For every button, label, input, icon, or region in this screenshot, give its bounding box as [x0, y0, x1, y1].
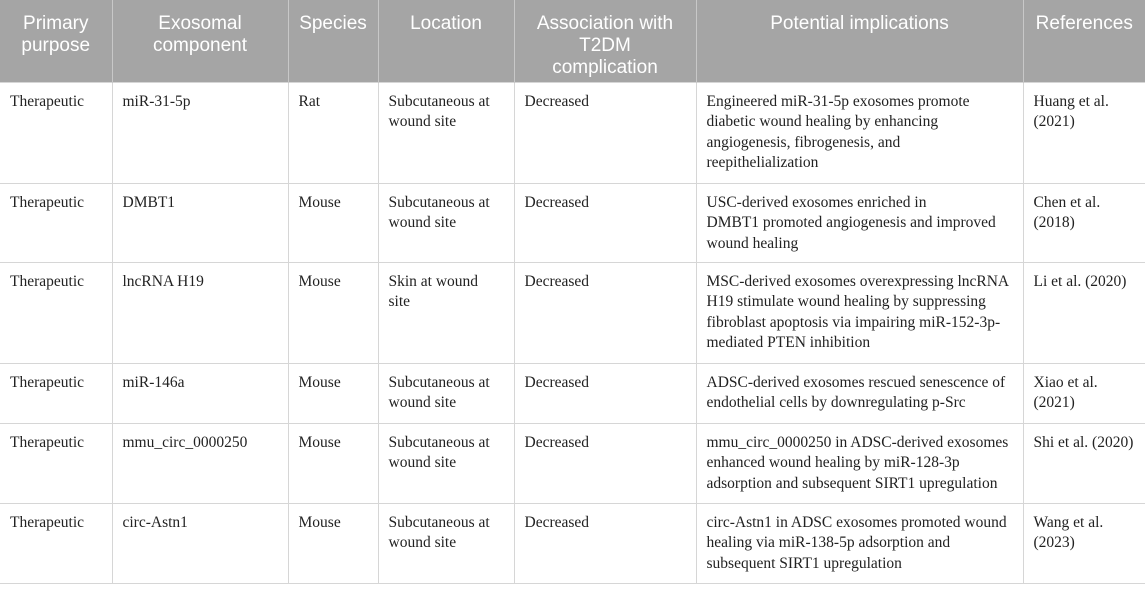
cell-text-line: Shi et al. (2020) [1033, 433, 1134, 451]
cell-text-line: Species [299, 13, 367, 34]
cell-references [1023, 503, 1145, 583]
cell-species [288, 183, 378, 262]
cell-text-line: circ-Astn1 in ADSC exosomes promoted wound [706, 513, 1007, 531]
cell-text-line: purpose [21, 35, 91, 56]
cell-text-line: (2021) [1033, 113, 1075, 130]
cell-species [288, 423, 378, 503]
cell-text-line: wound site [388, 454, 457, 471]
cell-association [514, 262, 696, 363]
cell-text-line: Potential implications [770, 13, 949, 34]
cell-text-line: Subcutaneous at [388, 193, 490, 211]
cell-text-line: Therapeutic [10, 92, 85, 110]
cell-text-line: Decreased [524, 92, 590, 110]
cell-association [514, 423, 696, 503]
cell-text-line: ADSC-derived exosomes rescued senescence of [706, 373, 1006, 391]
cell-text-line: Wang et al. [1033, 513, 1104, 531]
cell-text-line: Therapeutic [10, 513, 85, 531]
cell-text-line: component [152, 35, 247, 56]
table-row [0, 363, 1145, 423]
cell-exosomal-component [112, 423, 288, 503]
table-row [0, 262, 1145, 363]
cell-text-line: miR-146a [122, 373, 185, 391]
cell-text-line: Skin at wound [388, 272, 479, 290]
cell-potential-implications [696, 262, 1023, 363]
cell-text-line: DMBT1 [122, 193, 176, 211]
cell-text-line: mmu_circ_0000250 [122, 433, 248, 451]
cell-text-line: Primary [23, 13, 89, 34]
cell-location [378, 503, 514, 583]
cell-text-line: Mouse [298, 193, 341, 211]
cell-text-line: Mouse [298, 513, 341, 531]
cell-text-line: Location [410, 13, 482, 34]
cell-references [1023, 82, 1145, 183]
cell-text-line: wound site [388, 113, 457, 130]
cell-text-line: mediated PTEN inhibition [706, 334, 871, 351]
cell-text-line: wound site [388, 394, 457, 411]
cell-text-line: wound healing [706, 234, 799, 252]
cell-text-line: Subcutaneous at [388, 373, 490, 391]
cell-text-line: healing via miR-138-5p adsorption and [706, 534, 951, 551]
cell-text-line: Xiao et al. [1033, 373, 1098, 391]
cell-association [514, 82, 696, 183]
table-row [0, 423, 1145, 503]
cell-location [378, 423, 514, 503]
cell-text-line: lncRNA H19 [122, 272, 204, 290]
cell-text-line: Therapeutic [10, 272, 85, 290]
cell-text-line: Engineered miR-31-5p exosomes promote [706, 92, 970, 110]
cell-text-line: Decreased [524, 433, 590, 451]
cell-text-line: Subcutaneous at [388, 92, 490, 110]
cell-association [514, 363, 696, 423]
cell-species [288, 363, 378, 423]
cell-text-line: Therapeutic [10, 433, 85, 451]
header-species [288, 0, 378, 82]
header-association [514, 0, 696, 82]
cell-primary-purpose [0, 363, 112, 423]
cell-text-line: References [1035, 13, 1133, 34]
cell-association [514, 183, 696, 262]
cell-primary-purpose [0, 503, 112, 583]
cell-text-line: Decreased [524, 513, 590, 531]
cell-references [1023, 363, 1145, 423]
header-location [378, 0, 514, 82]
cell-text-line: Mouse [298, 373, 341, 391]
header-row [0, 0, 1145, 82]
cell-references [1023, 423, 1145, 503]
cell-association [514, 503, 696, 583]
cell-exosomal-component [112, 503, 288, 583]
cell-text-line: subsequent SIRT1 upregulation [706, 554, 902, 572]
table-body [0, 82, 1145, 583]
cell-text-line: DMBT1 promoted angiogenesis and improved [706, 214, 996, 231]
cell-species [288, 82, 378, 183]
cell-species [288, 503, 378, 583]
cell-text-line: Therapeutic [10, 373, 85, 391]
cell-text-line: Association with [536, 13, 674, 34]
cell-text-line: complication [552, 57, 658, 78]
cell-text-line: reepithelialization [706, 154, 819, 171]
cell-text-line: mmu_circ_0000250 in ADSC-derived exosomes [706, 433, 1009, 451]
header-primary-purpose [0, 0, 112, 82]
cell-text-line: Subcutaneous at [388, 433, 490, 451]
cell-text-line: circ-Astn1 [122, 513, 188, 531]
cell-primary-purpose [0, 262, 112, 363]
cell-text-line: H19 stimulate wound healing by suppressing [706, 293, 986, 310]
cell-text-line: USC-derived exosomes enriched in [706, 193, 927, 211]
table-row [0, 183, 1145, 262]
cell-text-line: Subcutaneous at [388, 513, 490, 531]
cell-location [378, 363, 514, 423]
cell-potential-implications [696, 183, 1023, 262]
cell-text-line: (2023) [1033, 534, 1075, 551]
cell-text-line: T2DM [579, 35, 631, 56]
cell-text-line: (2021) [1033, 394, 1075, 411]
cell-exosomal-component [112, 262, 288, 363]
cell-text-line: site [388, 293, 411, 310]
cell-potential-implications [696, 423, 1023, 503]
cell-exosomal-component [112, 82, 288, 183]
cell-text-line: enhanced wound healing by miR-128-3p [706, 454, 960, 471]
table-row [0, 503, 1145, 583]
cell-text-line: Therapeutic [10, 193, 85, 211]
cell-text-line: Decreased [524, 373, 590, 391]
cell-location [378, 183, 514, 262]
cell-potential-implications [696, 82, 1023, 183]
cell-text-line: Chen et al. [1033, 193, 1101, 211]
cell-potential-implications [696, 363, 1023, 423]
cell-references [1023, 262, 1145, 363]
cell-text-line: Rat [298, 92, 321, 110]
cell-text-line: wound site [388, 534, 457, 551]
cell-text-line: (2018) [1033, 214, 1075, 231]
cell-text-line: MSC-derived exosomes overexpressing lncRNA [706, 272, 1010, 290]
header-potential-implications [696, 0, 1023, 82]
cell-text-line: endothelial cells by downregulating p-Src [706, 394, 966, 411]
cell-text-line: Mouse [298, 272, 341, 290]
cell-potential-implications [696, 503, 1023, 583]
cell-species [288, 262, 378, 363]
cell-text-line: fibroblast apoptosis via impairing miR-152-3p- [706, 313, 1001, 331]
cell-exosomal-component [112, 363, 288, 423]
header-references [1023, 0, 1145, 82]
cell-primary-purpose [0, 82, 112, 183]
cell-text-line: Decreased [524, 193, 590, 211]
cell-exosomal-component [112, 183, 288, 262]
cell-text-line: Li et al. (2020) [1033, 272, 1127, 290]
cell-text-line: wound site [388, 214, 457, 231]
cell-text-line: Huang et al. [1033, 92, 1109, 110]
cell-references [1023, 183, 1145, 262]
header-exosomal-component [112, 0, 288, 82]
cell-primary-purpose [0, 423, 112, 503]
cell-text-line: angiogenesis, fibrogenesis, and [706, 133, 901, 151]
cell-text-line: adsorption and subsequent SIRT1 upregulation [706, 474, 998, 492]
cell-text-line: miR-31-5p [122, 92, 191, 110]
cell-location [378, 82, 514, 183]
cell-text-line: Exosomal [158, 13, 242, 34]
table-row [0, 82, 1145, 183]
cell-location [378, 262, 514, 363]
table-header [0, 0, 1145, 82]
cell-text-line: diabetic wound healing by enhancing [706, 113, 939, 130]
cell-primary-purpose [0, 183, 112, 262]
cell-text-line: Decreased [524, 272, 590, 290]
cell-text-line: Mouse [298, 433, 341, 451]
